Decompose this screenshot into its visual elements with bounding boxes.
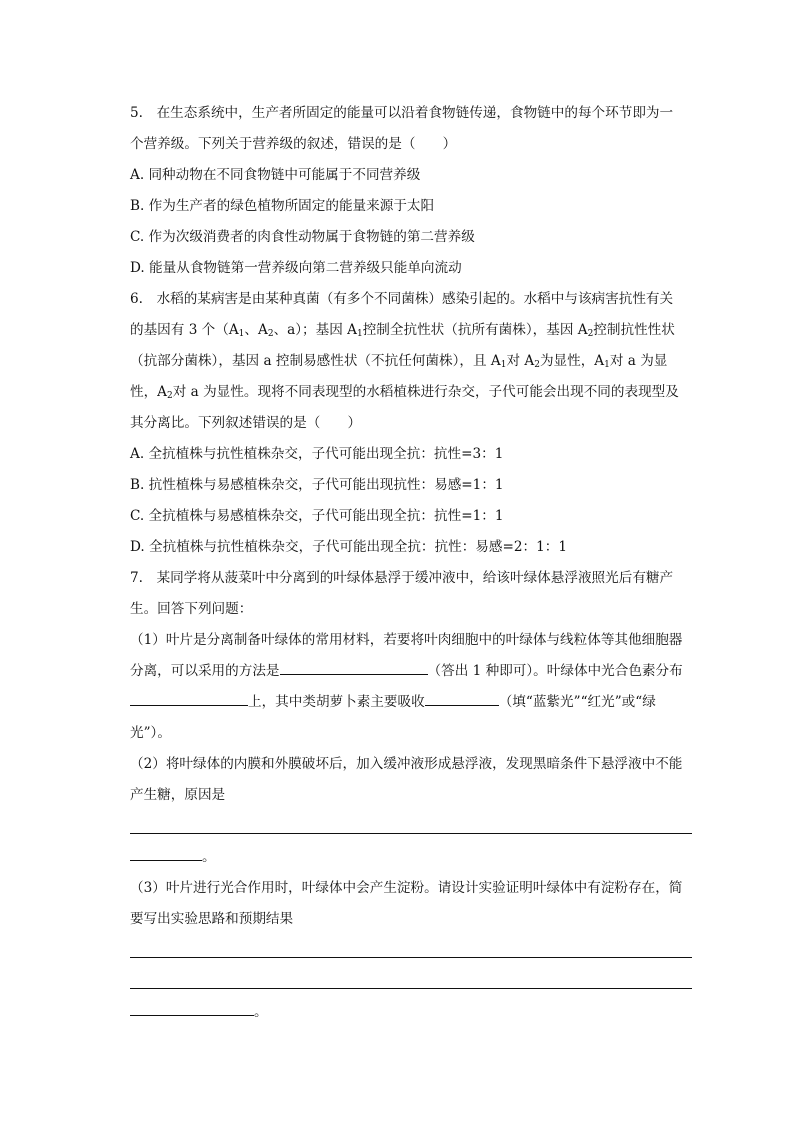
q5-option-d: D. 能量从食物链第一营养级向第二营养级只能单向流动 (130, 260, 462, 276)
q6-stem-line-2: 的基因有 3 个（$A_1$、$A_2$、a）；基因 $A_1$控制全抗性状（抗所有菌株），基因 $A_2$控制抗性性状 (130, 322, 675, 339)
q7-part2-line-1: （2）将叶绿体的内膜和外膜破坏后，加入缓冲液形成悬浮液，发现黑暗条件下悬浮液中不能 (130, 756, 683, 772)
q7-part3-line-1: （3）叶片进行光合作用时，叶绿体中会产生淀粉。请设计实验证明叶绿体中有淀粉存在，简 (130, 880, 683, 896)
q6-stem-line-1: 6. 水稻的某病害是由某种真菌（有多个不同菌株）感染引起的。水稻中与该病害抗性有关 (130, 291, 674, 307)
q5-option-a: A. 同种动物在不同食物链中可能属于不同营养级 (130, 167, 421, 183)
q7-part1-line-4: 光”）。 (130, 725, 171, 741)
q7-part1-line-1: （1）叶片是分离制备叶绿体的常用材料，若要将叶肉细胞中的叶绿体与线粒体等其他细胞器 (130, 632, 683, 648)
q6-option-d: D. 全抗植株与抗性植株杂交，子代可能出现全抗：抗性：易感=2：1：1 (130, 539, 568, 555)
q7-part3-line-2: 要写出实验思路和预期结果 (130, 911, 294, 927)
q6-option-a: A. 全抗植株与抗性植株杂交，子代可能出现全抗：抗性=3：1 (130, 446, 504, 462)
q7-part1-line-3: 上，其中类胡萝卜素主要吸收 （填“蓝紫光”“红光”或“绿 (130, 687, 692, 718)
q7-part2-line-2: 产生糖，原因是 (130, 787, 226, 803)
q6-stem-line-4: 性，$A_2$对 a 为显性。现将不同表现型的水稻植株进行杂交，子代可能会出现不同的表现型及 (130, 384, 679, 401)
q5-option-b: B. 作为生产者的绿色植物所固定的能量来源于太阳 (130, 198, 435, 214)
q7-stem-line-1: 7. 某同学将从菠菜叶中分离到的叶绿体悬浮于缓冲液中，给该叶绿体悬浮液照光后有糖产 (130, 570, 674, 586)
q7-part3-line-end: 。 (130, 997, 692, 1028)
answer-line-reason[interactable] (130, 811, 692, 842)
q6-stem-line-5: 其分离比。下列叙述错误的是（ ） (130, 415, 362, 431)
q6-stem-line-3: （抗部分菌株），基因 a 控制易感性状（不抗任何菌株），且 $A_1$对 $A_2$为显性，$A_1$对 a 为显 (130, 353, 668, 370)
answer-blank-experiment-end[interactable] (130, 997, 254, 1016)
exam-page (130, 98, 692, 1028)
answer-blank-method[interactable] (280, 656, 428, 675)
q6-option-b: B. 抗性植株与易感植株杂交，子代可能出现抗性：易感=1：1 (130, 477, 504, 493)
q6-option-c: C. 全抗植株与易感植株杂交，子代可能出现全抗：抗性=1：1 (130, 508, 504, 524)
answer-line-experiment-2[interactable] (130, 966, 692, 997)
answer-blank-light[interactable] (425, 687, 499, 706)
q7-stem-line-2: 生。回答下列问题： (130, 601, 253, 617)
q5-option-c: C. 作为次级消费者的肉食性动物属于食物链的第二营养级 (130, 229, 475, 245)
answer-blank-pigment-location[interactable] (130, 687, 248, 706)
answer-line-experiment-1[interactable] (130, 935, 692, 966)
answer-blank-reason-end[interactable] (130, 842, 202, 861)
q7-part1-line-2: 分离，可以采用的方法是 （答出 1 种即可）。叶绿体中光合色素分布 (130, 656, 692, 687)
q5-stem-line-1: 5. 在生态系统中，生产者所固定的能量可以沿着食物链传递，食物链中的每个环节即为一 (130, 105, 674, 121)
q7-part2-line-end: 。 (130, 842, 692, 873)
q5-stem-line-2: 个营养级。下列关于营养级的叙述，错误的是（ ） (130, 136, 457, 152)
